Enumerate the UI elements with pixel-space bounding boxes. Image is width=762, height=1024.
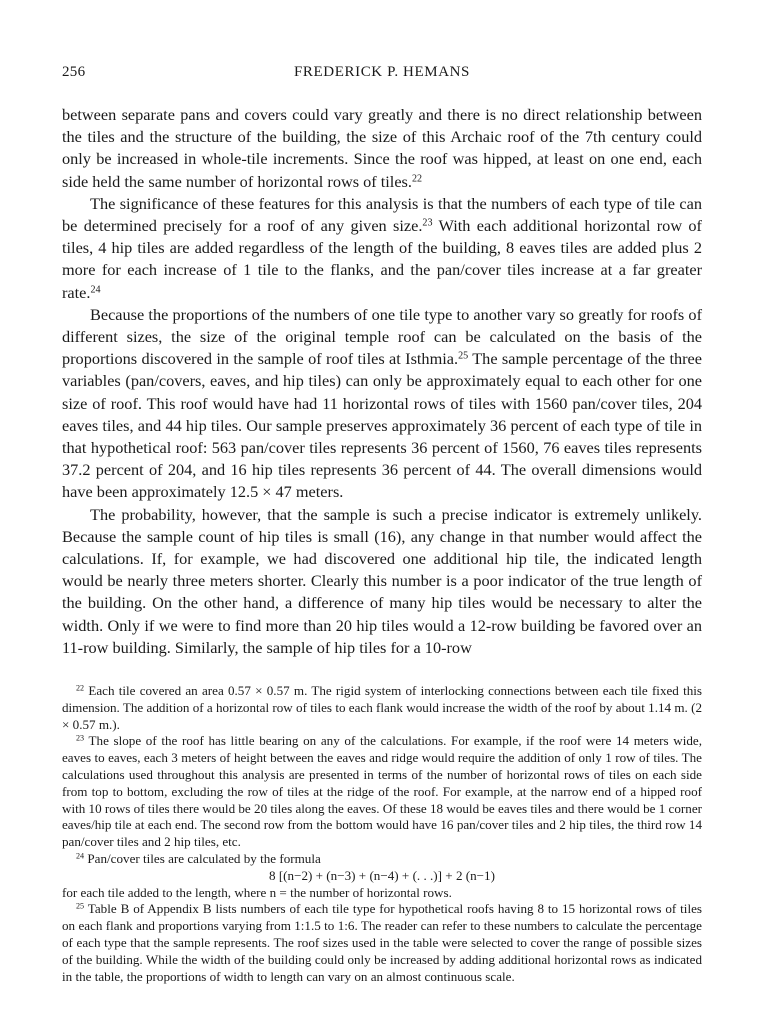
- body-paragraph: [62, 193, 702, 304]
- footnotes: [62, 683, 702, 985]
- footnote-23: [62, 733, 702, 851]
- footnote-25: [62, 901, 702, 985]
- page-number: 256: [62, 64, 86, 80]
- paragraph-text: The probability, however, that the sample is such a precise indicator is extremely unlikely. Because the sample count of hip tiles is small (16), any change in that number would affect the calculations. If, for example, we had discovered one additional hip tile, the indicated length would be nearly three meters shorter. Clearly this number is a poor indicator of the true length of the building. On the other hand, a difference of many hip tiles would be necessary to alter the width. Only if we were to find more than 20 hip tiles would a 12-row building be favored over an 11-row building. Similarly, the sample of hip tiles for a 10-row: [62, 504, 702, 657]
- body-paragraph: [62, 504, 702, 659]
- paragraph-text: The significance of these features for this analysis is that the numbers of each type of tile can be determined precisely for a roof of any given size.: [62, 193, 702, 236]
- footnote-ref[interactable]: 23: [422, 217, 433, 229]
- footnote-22: [62, 683, 702, 733]
- footnote-number: 23: [76, 734, 85, 744]
- footnote-text: Each tile covered an area 0.57 × 0.57 m. The rigid system of interlocking connections between each tile fixed this dimension. The addition of a horizontal row of tiles to each flank would increase the width of the roof by about 1.14 m. (2 × 0.57 m.).: [62, 683, 702, 732]
- running-head: [62, 64, 702, 86]
- document-page: [62, 64, 702, 985]
- footnote-ref[interactable]: 25: [458, 350, 469, 362]
- footnote-ref[interactable]: 22: [411, 173, 423, 185]
- footnote-text: Table B of Appendix B lists numbers of each tile type for hypothetical roofs having 8 to 15 horizontal rows of tiles on each flank and proportions varying from 1:1.5 to 1:6. The reader can refer to these numbers to calculate the percentage of each type that the sample represents. The roof sizes used in the table were selected to cover the range of possible sizes of the building. While the width of the building could only be increased by adding additional horizontal rows as indicated in the table, the proportions of width to length can vary on an almost continuous scale.: [62, 901, 702, 984]
- running-head-author: FREDERICK P. HEMANS: [293, 64, 470, 80]
- footnote-number: 22: [76, 683, 85, 693]
- footnote-number: 24: [76, 851, 85, 861]
- body-text: [62, 104, 702, 659]
- paragraph-text: between separate pans and covers could vary greatly and there is no direct relationship between the tiles and the structure of the building, the size of this Archaic roof of the 7th century could only be increased in whole-tile increments. Since the roof was hipped, at least on one end, each side held the same number of horizontal rows of tiles.: [62, 105, 702, 191]
- body-paragraph: [62, 104, 702, 193]
- footnote-24: [62, 851, 702, 868]
- body-paragraph: [62, 304, 702, 504]
- footnote-ref[interactable]: 24: [90, 284, 101, 296]
- formula: 8 [(n−2) + (n−3) + (n−4) + (. . .)] + 2 (n−1): [269, 867, 495, 883]
- paragraph-text: The sample percentage of the three variables (pan/covers, eaves, and hip tiles) can only be approximately equal to each other for one size of roof. This roof would have had 11 horizontal rows of tiles with 1560 pan/cover tiles, 204 eaves tiles, and 44 hip tiles. Our sample preserves approximately 36 percent of each type of tile in that hypothetical roof: 563 pan/cover tiles represents 36 percent of 1560, 76 eaves tiles represents 37.2 percent of 204, and 16 hip tiles represents 36 percent of 44. The overall dimensions would have been approximately 12.5 × 47 meters.: [62, 349, 702, 502]
- footnote-continuation: for each tile added to the length, where n = the number of horizontal rows.: [62, 884, 452, 900]
- footnote-text: The slope of the roof has little bearing on any of the calculations. For example, if the roof were 14 meters wide, eaves to eaves, each 3 meters of height between the eaves and ridge would require the addition of only 1 row of tiles. The calculations used throughout this analysis are presented in terms of the number of horizontal rows of tiles on each side from top to bottom, excluding the row of tiles at the ridge of the roof. For example, at the narrow end of a hipped roof with 10 rows of tiles there would be 20 tiles along the eaves. Of these 18 would be eaves tiles and there would be 1 corner eaves/hip tile at each end. The second row from the bottom would have 16 pan/cover tiles and 2 hip tiles, the third row 14 pan/cover tiles and 2 hip tiles, etc.: [62, 733, 702, 850]
- footnote-text: Pan/cover tiles are calculated by the formula: [84, 851, 321, 867]
- footnote-number: 25: [76, 901, 85, 911]
- paragraph-text: With each additional horizontal row of tiles, 4 hip tiles are added regardless of the length of the building, 8 eaves tiles are added plus 2 more for each increase of 1 tile to the flanks, and the pan/cover tiles increase at a far greater rate.: [62, 216, 702, 302]
- paragraph-text: Because the proportions of the numbers of one tile type to another vary so greatly for roofs of different sizes, the size of the original temple roof can be calculated on the basis of the proportions discovered in the sample of roof tiles at Isthmia.: [62, 304, 702, 369]
